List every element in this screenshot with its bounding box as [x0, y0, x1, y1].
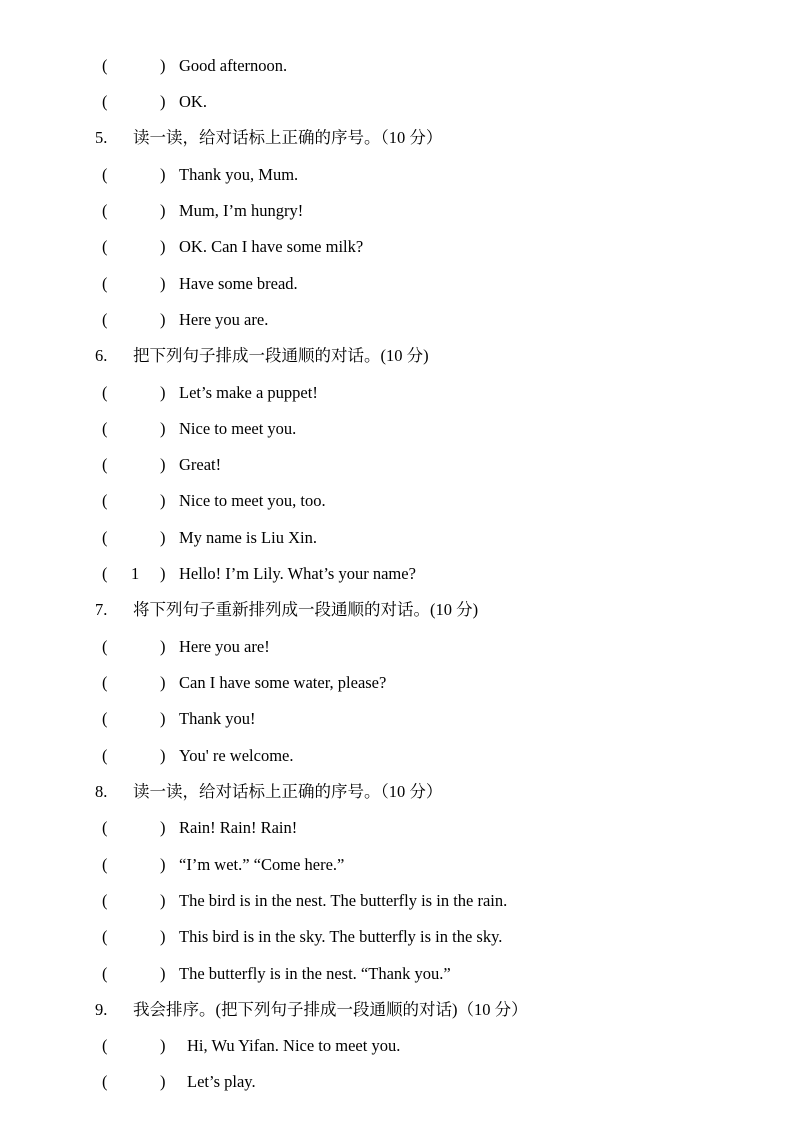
item-text: You' re welcome.	[179, 746, 294, 765]
item-text: Hello! I’m Lily. What’s your name?	[179, 564, 416, 583]
paren-open: (	[102, 310, 108, 329]
paren-close: )	[160, 528, 166, 547]
paren-open: (	[102, 455, 108, 474]
paren-close: )	[160, 709, 166, 728]
paren-close: )	[160, 891, 166, 910]
paren-open: (	[102, 165, 108, 184]
paren-close: )	[160, 237, 166, 256]
paren-open: (	[102, 709, 108, 728]
paren-close: )	[160, 673, 166, 692]
paren-close: )	[160, 964, 166, 983]
paren-open: (	[102, 419, 108, 438]
paren-close: )	[160, 201, 166, 220]
paren-close: )	[160, 419, 166, 438]
item-text: Great!	[179, 455, 222, 474]
item-text: OK.	[179, 92, 207, 111]
item-text: My name is Liu Xin.	[179, 528, 317, 547]
item-text: Mum, I’m hungry!	[179, 201, 304, 220]
paren-close: )	[160, 165, 166, 184]
item-text: Have some bread.	[179, 274, 298, 293]
item-text: Nice to meet you, too.	[179, 491, 326, 510]
paren-close: )	[160, 1072, 166, 1091]
question-instruction: 读一读，给对话标上正确的序号。（10 分）	[133, 782, 443, 801]
paren-open: (	[102, 673, 108, 692]
item-text: Here you are.	[179, 310, 269, 329]
item-text: Thank you, Mum.	[179, 165, 299, 184]
question-instruction: 将下列句子重新排列成一段通顺的对话。(10 分)	[133, 600, 479, 619]
paren-close: )	[160, 637, 166, 656]
paren-close: )	[160, 56, 166, 75]
paren-open: (	[102, 274, 108, 293]
paren-close: )	[160, 274, 166, 293]
paren-close: )	[160, 310, 166, 329]
question-number: 7.	[95, 600, 108, 619]
paren-close: )	[160, 855, 166, 874]
paren-open: (	[102, 818, 108, 837]
answer-blank[interactable]: 1	[131, 564, 140, 583]
paren-open: (	[102, 891, 108, 910]
item-text: Nice to meet you.	[179, 419, 297, 438]
paren-open: (	[102, 1072, 108, 1091]
paren-open: (	[102, 56, 108, 75]
question-instruction: 读一读，给对话标上正确的序号。（10 分）	[133, 128, 443, 147]
paren-open: (	[102, 237, 108, 256]
paren-close: )	[160, 455, 166, 474]
item-text: Thank you!	[179, 709, 256, 728]
paren-open: (	[102, 964, 108, 983]
paren-open: (	[102, 637, 108, 656]
question-number: 6.	[95, 346, 108, 365]
paren-close: )	[160, 383, 166, 402]
item-text: Hi, Wu Yifan. Nice to meet you.	[187, 1036, 401, 1055]
paren-open: (	[102, 1036, 108, 1055]
paren-open: (	[102, 201, 108, 220]
item-text: “I’m wet.” “Come here.”	[179, 855, 345, 874]
paren-close: )	[160, 746, 166, 765]
paren-open: (	[102, 746, 108, 765]
question-number: 8.	[95, 782, 108, 801]
paren-open: (	[102, 528, 108, 547]
paren-open: (	[102, 92, 108, 111]
paren-open: (	[102, 491, 108, 510]
item-text: Let’s make a puppet!	[179, 383, 318, 402]
item-text: Can I have some water, please?	[179, 673, 387, 692]
paren-close: )	[160, 818, 166, 837]
item-text: OK. Can I have some milk?	[179, 237, 364, 256]
paren-close: )	[160, 92, 166, 111]
paren-open: (	[102, 564, 108, 583]
paren-close: )	[160, 927, 166, 946]
question-instruction: 把下列句子排成一段通顺的对话。(10 分)	[133, 346, 429, 365]
paren-close: )	[160, 564, 166, 583]
paren-close: )	[160, 1036, 166, 1055]
item-text: Let’s play.	[187, 1072, 256, 1091]
question-number: 5.	[95, 128, 108, 147]
paren-open: (	[102, 855, 108, 874]
item-text: Good afternoon.	[179, 56, 288, 75]
paren-open: (	[102, 383, 108, 402]
item-text: Here you are!	[179, 637, 270, 656]
paren-close: )	[160, 491, 166, 510]
question-instruction: 我会排序。(把下列句子排成一段通顺的对话)（10 分）	[133, 1000, 528, 1019]
paren-open: (	[102, 927, 108, 946]
item-text: The butterfly is in the nest. “Thank you.”	[179, 964, 451, 983]
item-text: The bird is in the nest. The butterfly is in the rain.	[179, 891, 508, 910]
question-number: 9.	[95, 1000, 108, 1019]
item-text: Rain! Rain! Rain!	[179, 818, 298, 837]
item-text: This bird is in the sky. The butterfly is in the sky.	[179, 927, 503, 946]
